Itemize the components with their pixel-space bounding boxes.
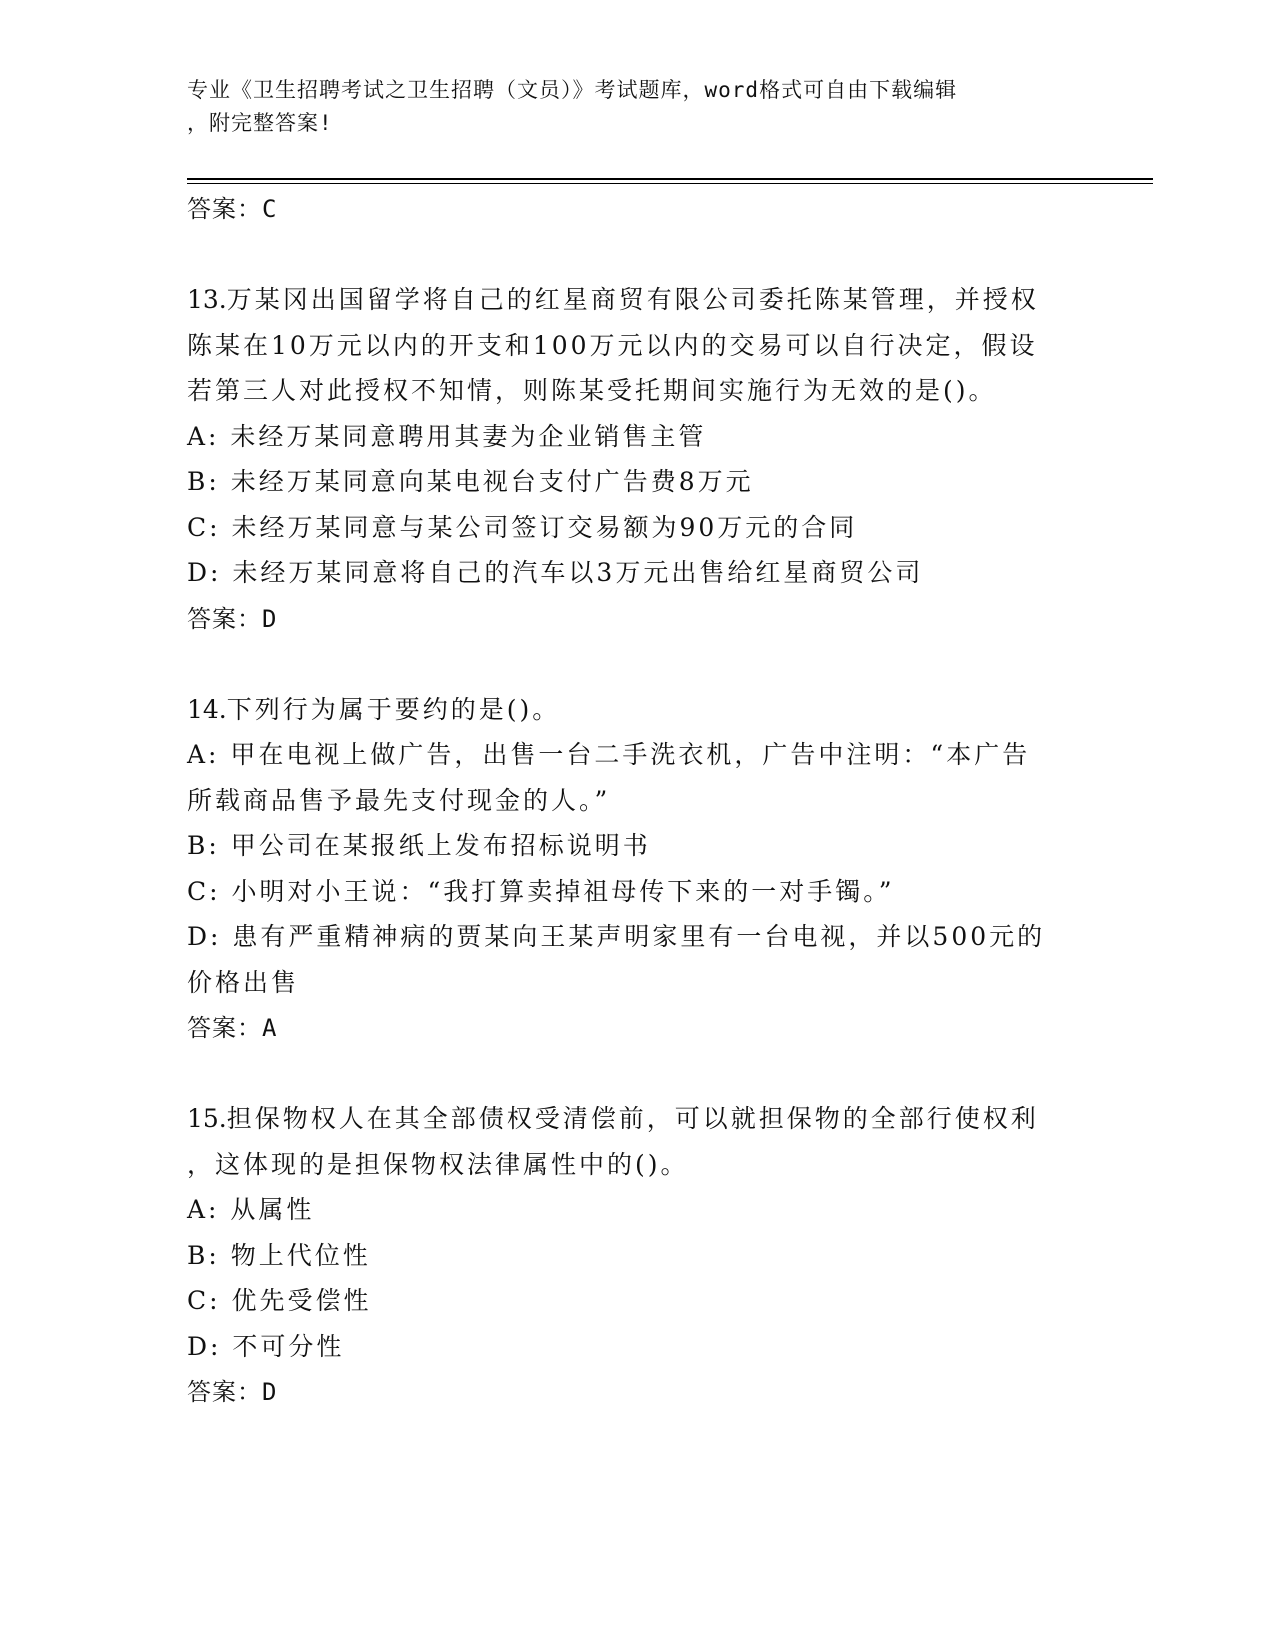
question-13	[187, 277, 1077, 642]
question-text-line: ，这体现的是担保物权法律属性中的()。	[187, 1149, 689, 1179]
question-text-line: 若第三人对此授权不知情，则陈某受托期间实施行为无效的是()。	[187, 376, 997, 405]
header-line-1: 专业《卫生招聘考试之卫生招聘（文员）》考试题库，word格式可自由下载编辑	[187, 78, 958, 102]
answer-line: 答案：D	[187, 604, 278, 633]
option-a: A: 从属性	[187, 1195, 315, 1224]
header-line-2: ，附完整答案!	[187, 111, 333, 135]
answer-line: 答案：D	[187, 1378, 278, 1406]
option-c: C: 未经万某同意与某公司签订交易额为90万元的合同	[187, 512, 858, 542]
question-text-line: 13.万某冈出国留学将自己的红星商贸有限公司委托陈某管理，并授权	[187, 285, 1039, 314]
question-text-line: 陈某在10万元以内的开支和100万元以内的交易可以自行决定，假设	[187, 330, 1038, 360]
option-b: B: 甲公司在某报纸上发布招标说明书	[187, 831, 651, 860]
option-c: C: 小明对小王说：“我打算卖掉祖母传下来的一对手镯。”	[187, 876, 895, 906]
option-d: D: 患有严重精神病的贾某向王某声明家里有一台电视，并以500元的	[187, 922, 1046, 951]
option-c: C: 优先受偿性	[187, 1286, 372, 1315]
question-number: 13.	[187, 285, 227, 314]
question-text-line: 14.下列行为属于要约的是()。	[187, 694, 561, 724]
question-number: 14.	[187, 694, 227, 724]
option-d-continued: 价格出售	[187, 967, 300, 997]
answer-line: 答案：C	[187, 195, 278, 223]
answer-line: 答案：A	[187, 1014, 278, 1042]
option-a: A: 甲在电视上做广告，出售一台二手洗衣机，广告中注明：“本广告	[187, 740, 1031, 769]
option-a-continued: 所载商品售予最先支付现金的人。”	[187, 785, 611, 815]
document-body	[187, 186, 1077, 1415]
option-d: D: 不可分性	[187, 1331, 345, 1361]
question-14	[187, 687, 1077, 1052]
option-b: B: 未经万某同意向某电视台支付广告费8万元	[187, 467, 754, 496]
option-a: A: 未经万某同意聘用其妻为企业销售主管	[187, 421, 707, 451]
document-header	[187, 74, 1067, 140]
question-15	[187, 1096, 1077, 1415]
option-d: D: 未经万某同意将自己的汽车以3万元出售给红星商贸公司	[187, 558, 924, 587]
option-b: B: 物上代位性	[187, 1240, 371, 1270]
question-text-line: 15.担保物权人在其全部债权受清偿前，可以就担保物的全部行使权利	[187, 1104, 1039, 1133]
question-number: 15.	[187, 1104, 227, 1133]
header-rule-thin	[187, 183, 1153, 184]
header-rule-thick	[187, 178, 1153, 180]
